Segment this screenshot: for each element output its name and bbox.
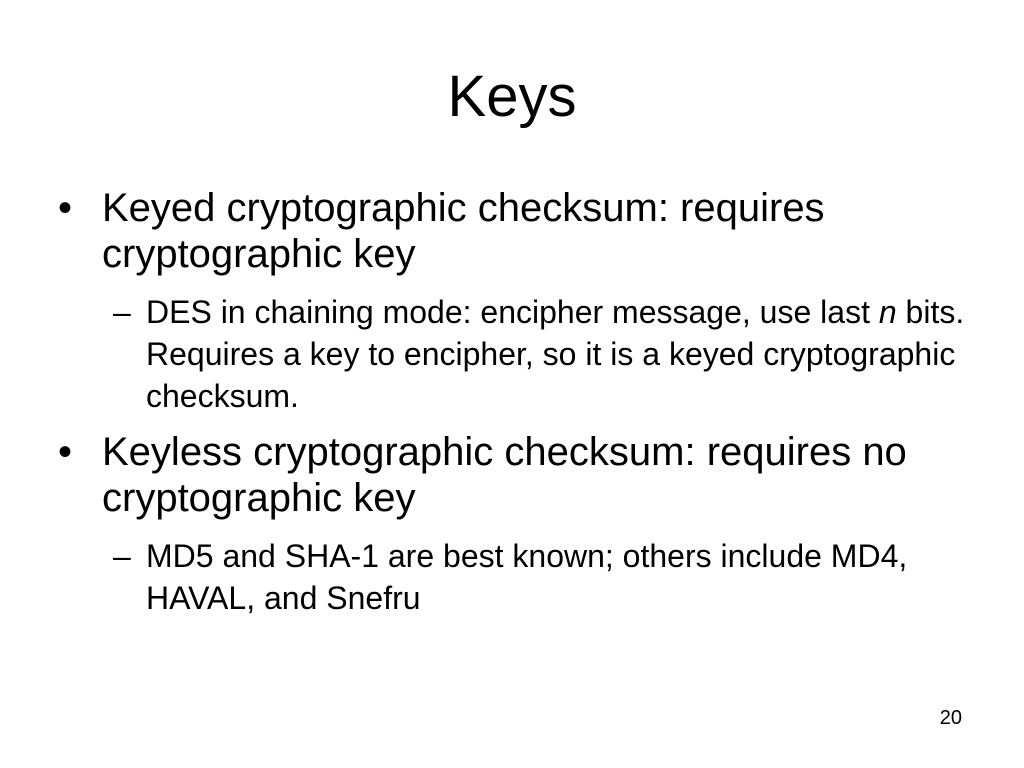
sub-bullet-text-after: bits. Requires a key to encipher, so it is a keyed cryptographic checksum. [146, 294, 965, 414]
bullet-item [58, 429, 978, 521]
bullet-icon: • [58, 186, 73, 230]
bullet-item [58, 185, 978, 277]
bullet-icon: • [58, 430, 73, 474]
sub-bullet-item [58, 535, 978, 619]
bullet-text: Keyed cryptographic checksum: requires cryptographic key [102, 186, 825, 276]
sub-bullet-item [58, 291, 978, 417]
sub-bullet-emphasis: n [878, 294, 897, 330]
bullet-text: Keyless cryptographic checksum: requires no cryptographic key [102, 430, 907, 520]
slide-body [58, 185, 978, 631]
dash-icon: – [113, 294, 131, 330]
slide-title: Keys [447, 64, 577, 129]
sub-bullet-text-before: DES in chaining mode: encipher message, use last [146, 294, 879, 330]
dash-icon: – [113, 538, 131, 574]
page-number: 20 [939, 707, 962, 729]
sub-bullet-text: MD5 and SHA-1 are best known; others include MD4, HAVAL, and Snefru [146, 538, 908, 616]
